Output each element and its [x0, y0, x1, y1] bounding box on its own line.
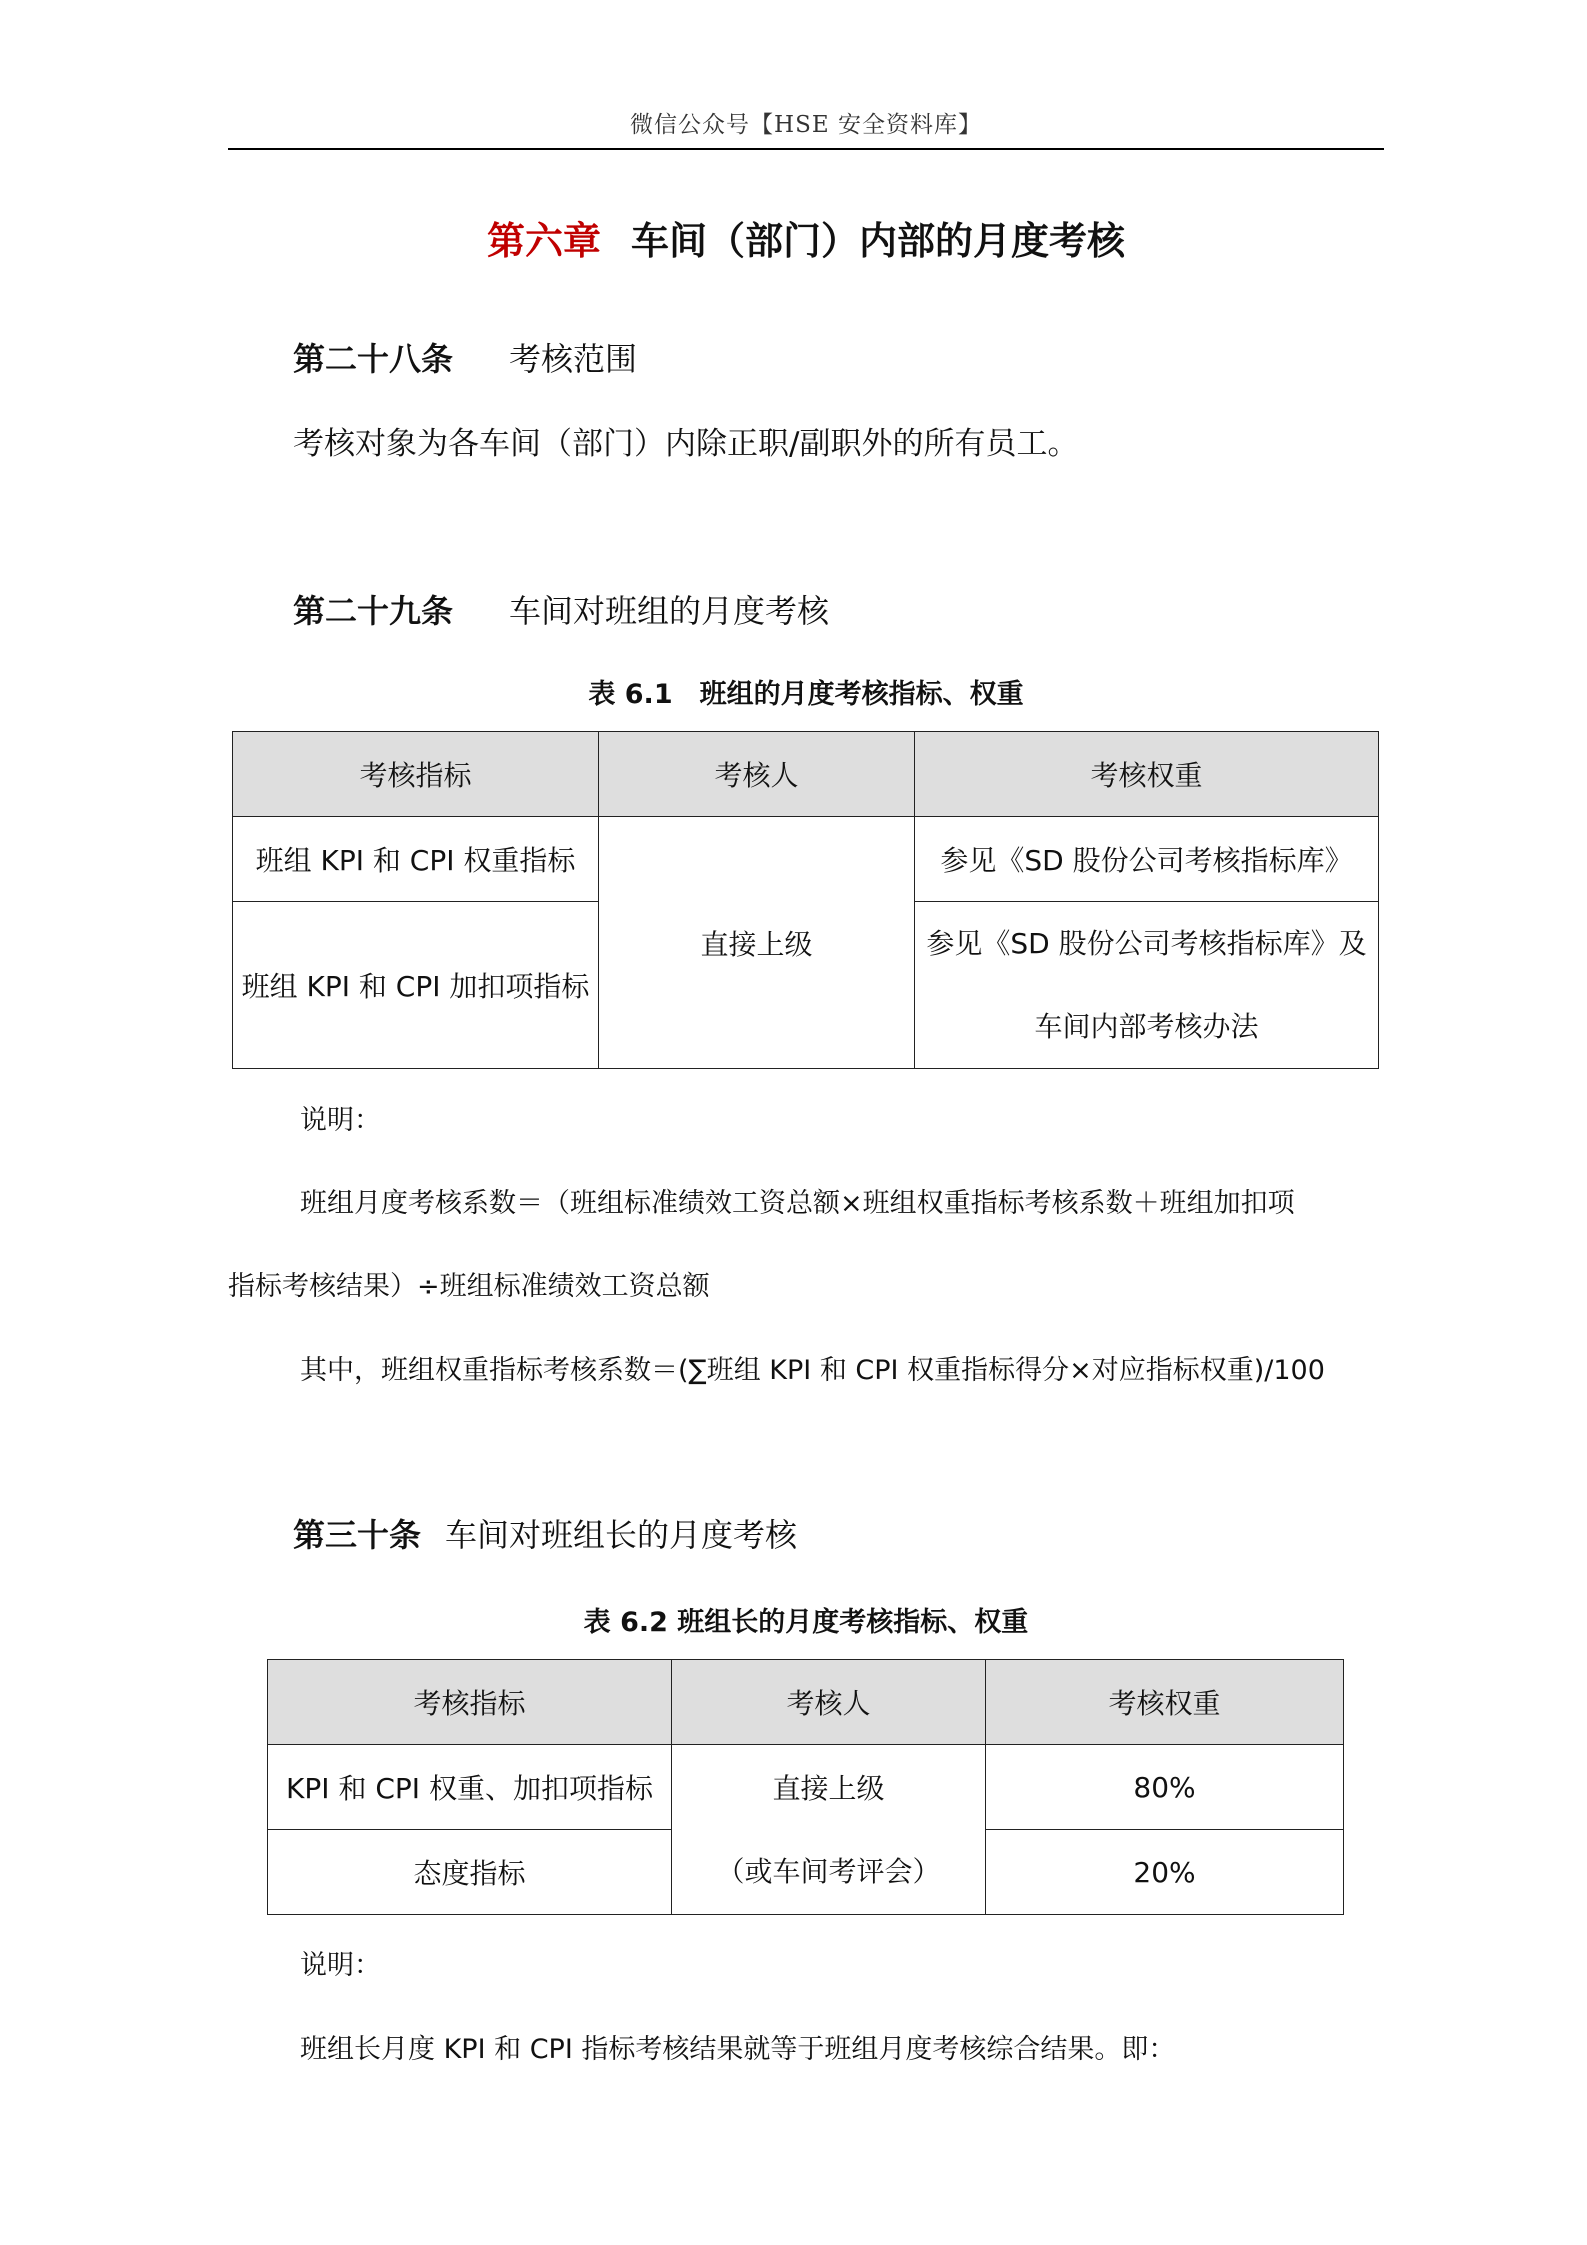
assessor-line-1: 直接上级 — [772, 1771, 885, 1805]
article-28-number: 第二十八条 — [293, 340, 454, 378]
article-30-heading — [293, 1510, 797, 1556]
assessor-line-2: （或车间考评会） — [716, 1854, 941, 1888]
table-header-assessor: 考核人 — [672, 1660, 986, 1745]
chapter-name: 车间（部门）内部的月度考核 — [631, 219, 1126, 263]
table-6-2-caption: 表 6.2 班组长的月度考核指标、权重 — [583, 1607, 1029, 1638]
chapter-number: 第六章 — [486, 219, 601, 263]
table-cell-weight: 80% — [986, 1745, 1344, 1830]
table-header-assessor: 考核人 — [599, 732, 915, 817]
weight-line-1: 参见《SD 股份公司考核指标库》及 — [926, 927, 1367, 960]
table-header-weight: 考核权重 — [915, 732, 1379, 817]
table-header-weight: 考核权重 — [986, 1660, 1344, 1745]
article-29-number: 第二十九条 — [293, 592, 454, 630]
table-6-1-caption: 表 6.1 班组的月度考核指标、权重 — [588, 679, 1024, 710]
article-29-title: 车间对班组的月度考核 — [509, 592, 830, 630]
article-28-body: 考核对象为各车间（部门）内除正职/副职外的所有员工。 — [293, 426, 1079, 462]
table-cell-weight — [915, 902, 1379, 1069]
table-cell-indicator: 班组 KPI 和 CPI 加扣项指标 — [233, 902, 599, 1069]
article-28-heading — [293, 334, 637, 380]
table-6-1-note-label: 说明： — [300, 1105, 381, 1136]
header-divider — [228, 148, 1384, 150]
table-header-indicator: 考核指标 — [233, 732, 599, 817]
table-header-indicator: 考核指标 — [268, 1660, 672, 1745]
article-29-heading — [293, 586, 829, 632]
article-30-number: 第三十条 — [293, 1516, 422, 1554]
article-28-title: 考核范围 — [509, 340, 638, 378]
formula-line-2: 指标考核结果）÷班组标准绩效工资总额 — [228, 1271, 710, 1302]
weight-line-2: 车间内部考核办法 — [1034, 1010, 1259, 1043]
table-cell-weight: 20% — [986, 1830, 1344, 1915]
formula-line-1: 班组月度考核系数＝（班组标准绩效工资总额×班组权重指标考核系数＋班组加扣项 — [300, 1188, 1295, 1219]
table-6-2 — [267, 1659, 1344, 1915]
article-30-note: 班组长月度 KPI 和 CPI 指标考核结果就等于班组月度考核综合结果。即： — [300, 2034, 1176, 2065]
table-cell-assessor: 直接上级 — [599, 817, 915, 1069]
table-cell-indicator: KPI 和 CPI 权重、加扣项指标 — [268, 1745, 672, 1830]
article-30-title: 车间对班组长的月度考核 — [445, 1516, 798, 1554]
table-6-1 — [232, 731, 1379, 1069]
table-6-2-note-label: 说明： — [300, 1950, 381, 1981]
table-cell-indicator: 态度指标 — [268, 1830, 672, 1915]
formula-line-3: 其中，班组权重指标考核系数＝(∑班组 KPI 和 CPI 权重指标得分×对应指标权重)/100 — [300, 1355, 1325, 1386]
table-cell-indicator: 班组 KPI 和 CPI 权重指标 — [233, 817, 599, 902]
table-cell-assessor — [672, 1745, 986, 1915]
page-header: 微信公众号【HSE 安全资料库】 — [630, 112, 982, 138]
table-cell-weight: 参见《SD 股份公司考核指标库》 — [915, 817, 1379, 902]
chapter-title — [228, 210, 1384, 265]
